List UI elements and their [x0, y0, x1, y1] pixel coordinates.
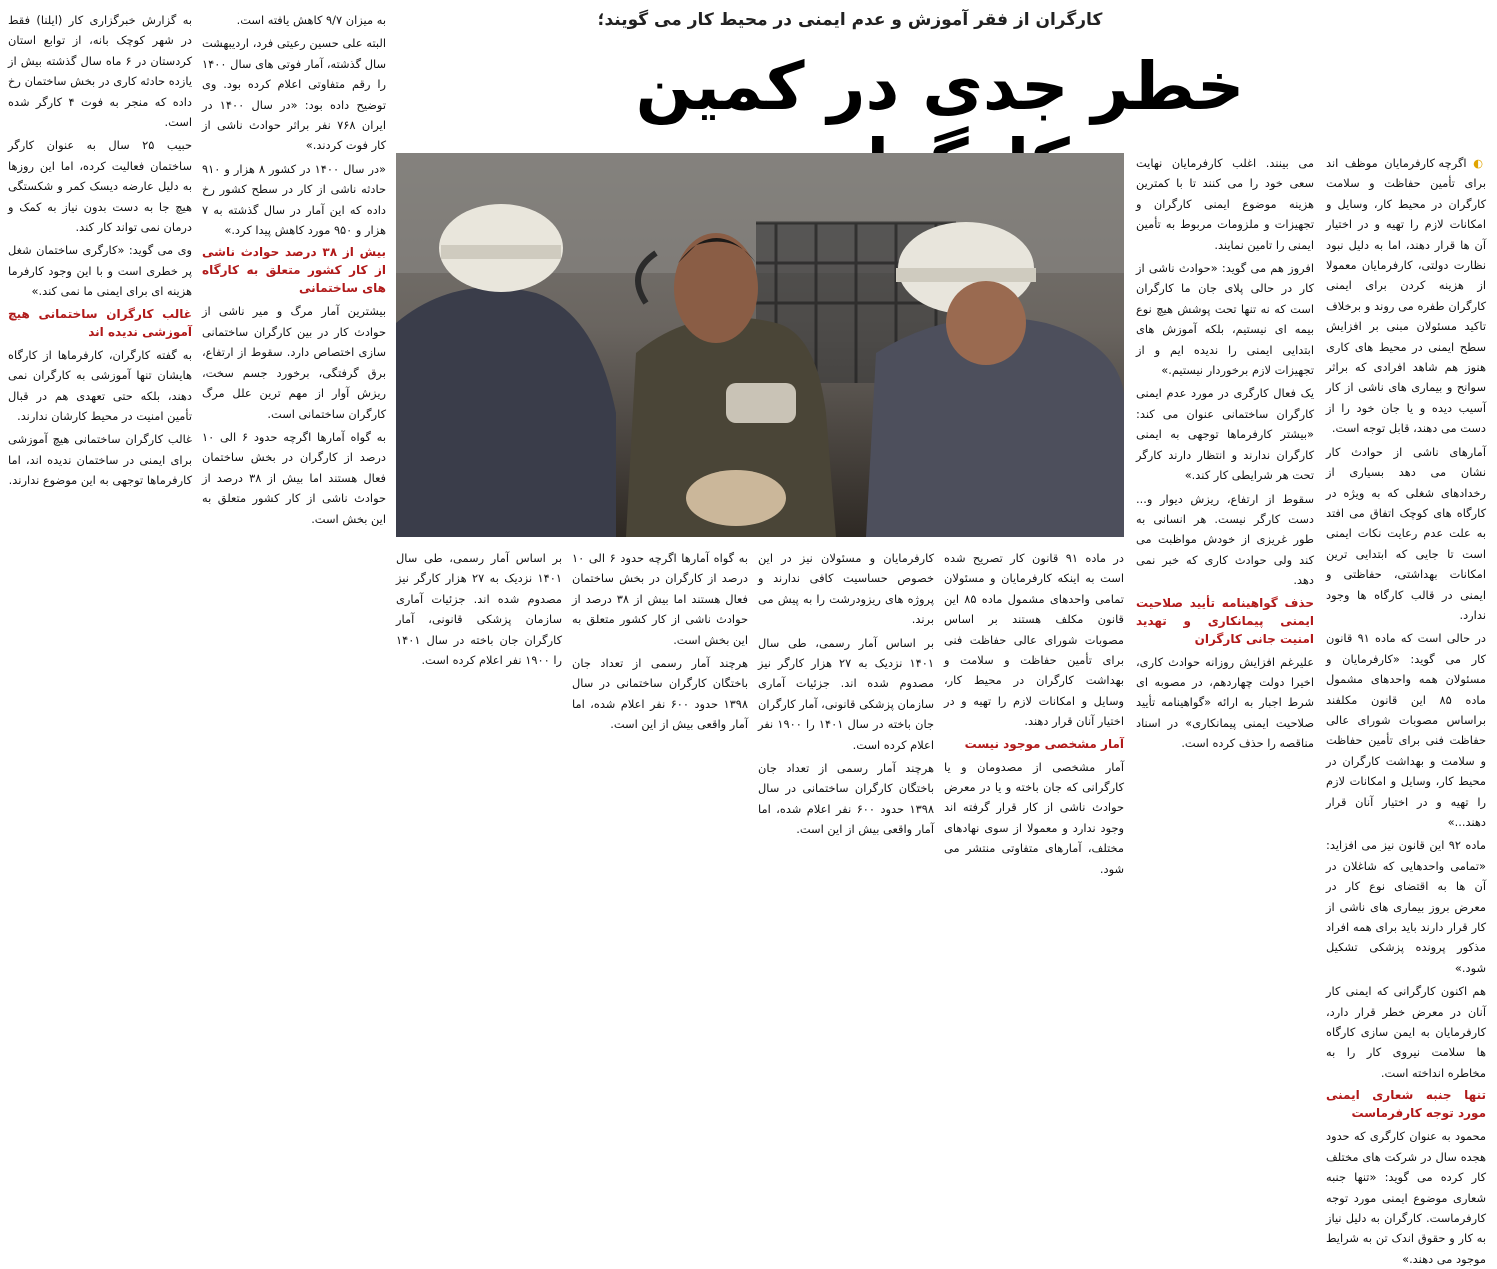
kicker: کارگران از فقر آموزش و عدم ایمنی در محیط کار می گویند؛: [597, 10, 1103, 30]
col2-paragraph: یک فعال کارگری در مورد عدم ایمنی کارگران ساختمانی عنوان می کند: «بیشتر کارفرماها توجهی به ایمنی کارگران ندارند و انتظار دارند کارگر تحت هر شرایطی کار کند.»: [1136, 386, 1314, 483]
col2-paragraph: می بینند. اغلب کارفرمایان نهایت سعی خود را می کنند تا با کمترین هزینه موضوع ایمنی کارگران و تجهیزات و ملزومات مربوط به تأمین ایمنی را تامین نمایند.: [1136, 156, 1314, 252]
col2-subheading: حذف گواهینامه تأیید صلاحیت ایمنی پیمانکاری و تهدید امنیت جانی کارگران: [1136, 595, 1314, 646]
col2-paragraph: سقوط از ارتفاع، ریزش دیوار و... دست کارگر نیست. هر انسانی به طور غریزی از خودش مواظبت می کند ولی حوادث کاری که خبر نمی دهد.: [1136, 491, 1314, 588]
col4b-paragraph: به گواه آمارها اگرچه حدود ۶ الی ۱۰ درصد از کارگران در بخش ساختمان فعال هستند اما بیش از ۳۸ درصد از حوادث ناشی از کار کشور متعلق به این بخش است.: [572, 551, 748, 647]
col1-paragraph: ماده ۹۲ این قانون نیز می افزاید: «تمامی واحدهایی که شاغلان در آن ها به اقتضای نوع کار در معرض بروز بیماری های ناشی از کار قرار دارند باید برای همه افراد مذکور پرونده پزشکی تشکیل شود.»: [1326, 838, 1487, 975]
col5b-paragraph: بر اساس آمار رسمی، طی سال ۱۴۰۱ نزدیک به ۲۷ هزار کارگر نیز مصدوم شده اند. جزئیات آماری سازمان پزشکی قانونی، آمار کارگران جان باخته در سال ۱۴۰۱ را ۱۹۰۰ نفر اعلام کرده است.: [396, 551, 562, 668]
col3-paragraph: در ماده ۹۱ قانون کار تصریح شده است به اینکه کارفرمایان و مسئولان تمامی واحدهای مشمول ماده ۸۵ این قانون مکلف هستند بر اساس مصوبات شورای عالی حفاظت فنی برای تأمین حفاظت و سلامت و بهداشت کارگران در محیط کار، وسایل و امکانات لازم را تهیه و در اختیار آنان قرار دهند.: [944, 551, 1124, 729]
col5-paragraph: بیشترین آمار مرگ و میر ناشی از حوادث کار در بین کارگران ساختمانی سازی اختصاص دارد. سقوط از ارتفاع، برق گرفتگی، برخورد جسم سخت، ریزش آوار از مهم ترین علل مرگ کارگران ساختمانی است.: [202, 304, 386, 421]
col2-paragraph: علیرغم افزایش روزانه حوادث کاری، اخیرا دولت چهاردهم، در مصوبه ای شرط اجبار به ارائه «گواهینامه تأیید صلاحیت ایمنی پیمانکاری» در اسناد مناقصه را حذف کرده است.: [1136, 654, 1314, 751]
col5-paragraph: «در سال ۱۴۰۰ در کشور ۸ هزار و ۹۱۰ حادثه ناشی از کار در سطح کشور رخ داده که این آمار در سال گذشته به ۷ هزار و ۹۵۰ مورد کاهش پیدا کرد.»: [202, 161, 387, 238]
column-6: [8, 10, 192, 1073]
col1-paragraph: در حالی است که ماده ۹۱ قانون کار می گوید: «کارفرمایان و مسئولان همه واحدهای مشمول ماده ۸۵ این قانون مکلفند براساس مصوبات شورای عالی حفاظت فنی برای تأمین حفاظت و سلامت و بهداشت کارگران در محیط کار، وسایل و امکانات لازم را تهیه و در اختیار آنان قرار دهند...»: [1326, 631, 1487, 829]
col3-paragraph: آمار مشخصی از مصدومان و یا کارگرانی که جان باخته و یا در معرض حوادث ناشی از کار قرار گرفته اند وجود ندارد و معمولا از سوی نهادهای مختلف، آمارهای متفاوتی منتشر می شود.: [944, 759, 1124, 876]
col4-paragraph: بر اساس آمار رسمی، طی سال ۱۴۰۱ نزدیک به ۲۷ هزار کارگر نیز مصدوم شده اند. جزئیات آماری سازمان پزشکی قانونی، آمار کارگران جان باخته در سال ۱۴۰۱ را ۱۹۰۰ نفر اعلام کرده است.: [758, 635, 934, 752]
col4b-paragraph: هرچند آمار رسمی از تعداد جان باختگان کارگران ساختمانی در سال ۱۳۹۸ حدود ۶۰۰ نفر اعلام شده، اما آمار واقعی بیش از این است.: [572, 656, 748, 732]
col5-paragraph: به گواه آمارها اگرچه حدود ۶ الی ۱۰ درصد از کارگران در بخش ساختمان فعال هستند اما بیش از ۳۸ درصد از حوادث ناشی از کار کشور متعلق به این بخش است.: [202, 429, 387, 526]
col6-paragraph: وی می گوید: «کارگری ساختمان شغل پر خطری است و با این وجود کارفرما هزینه ای برای ایمنی ما نمی کند.»: [8, 243, 192, 299]
col6-subheading: غالب کارگران ساختمانی هیچ آموزشی ندیده اند: [8, 306, 192, 339]
column-3: [944, 548, 1124, 1073]
col4-paragraph: کارفرمایان و مسئولان نیز در این خصوص حساسیت کافی ندارند و پروژه های ریزودرشت را به پیش می برند.: [758, 551, 934, 627]
column-1: [1326, 153, 1487, 1266]
column-4b: [572, 548, 748, 1073]
col4-paragraph: هرچند آمار رسمی از تعداد جان باختگان کارگران ساختمانی در سال ۱۳۹۸ حدود ۶۰۰ نفر اعلام شده، اما آمار واقعی بیش از این است.: [758, 761, 934, 837]
col1-paragraph: هم اکنون کارگرانی که ایمنی کار آنان در معرض خطر قرار دارد، کارفرمایان به ایمن سازی کارگاه ها سلامت نیروی کار را به مخاطره انداخته است.: [1326, 984, 1486, 1080]
column-2: [1136, 153, 1314, 1073]
column-5b: [396, 548, 562, 1073]
col1-paragraph: ◐ اگرچه کارفرمایان موظف اند برای تأمین حفاظت و سلامت کارگران در محیط کار، وسایل و امکانات لازم را تهیه و در اختیار آن ها قرار دهند، اما به دلیل نبود نظارت دولتی، کارفرمایان معمولا از هزینه کردن برای ایمنی کارگران طفره می روند و برخلاف تاکید مسئولان مبنی بر افزایش سطح ایمنی در محیط های کاری هنوز هم شاهد افرادی که براثر سوانح و بیماری های ناشی از کار آسیب دیده و یا جان خود را از دست می دهند، قابل توجه است.: [1326, 156, 1486, 436]
col1-paragraph: آمارهای ناشی از حوادث کار نشان می دهد بسیاری از رخدادهای شغلی که به ویژه در کارگاه های کوچک اتفاق می افتد به علت عدم رعایت نکات ایمنی است تا جایی که ابتدایی ترین امکانات بهداشتی، حفاظتی و ایمنی در قالب کارگاه ها وجود ندارد.: [1326, 444, 1486, 622]
workers-photo: [396, 153, 1124, 537]
col6-paragraph: غالب کارگران ساختمانی هیچ آموزشی برای ایمنی در ساختمان ندیده اند، اما کارفرماها توجهی به این موضوع ندارند.: [8, 432, 192, 488]
col6-paragraph: به گزارش خبرگزاری کار (ایلنا) فقط در شهر کوچک بانه، از توابع استان کردستان در ۶ ماه سال گذشته بیش از یازده حادثه کاری در بخش ساختمان رخ داده که منجر به فوت ۴ کارگر شده است.: [8, 13, 192, 130]
col1-paragraph: محمود به عنوان کارگری که حدود هجده سال در شرکت های مختلف کار کرده می گوید: «تنها جنبه شعاری موضوع ایمنی مورد توجه کارفرماست. کارگران به دلیل نیاز به کار و حقوق اندک تن به شرایط موجود می دهند.»: [1326, 1129, 1486, 1266]
col5-subheading: بیش از ۳۸ درصد حوادث ناشی از کار کشور متعلق به کارگاه های ساختمانی: [202, 245, 386, 296]
col5-paragraph: البته علی حسین رعیتی فرد، اردیبهشت سال گذشته، آمار فوتی های سال ۱۴۰۰ را رقم متفاوتی اعلام کرده بود. وی توضیح داده بود: «در سال ۱۴۰۰ در ایران ۷۶۸ نفر براثر حوادث ناشی از کار فوت کردند.»: [202, 36, 386, 153]
column-5: [202, 10, 386, 1073]
col3-subheading: آمار مشخصی موجود نیست: [964, 736, 1124, 751]
col6-paragraph: به گفته کارگران، کارفرماها از کارگاه هایشان تنها آموزشی به کارگران نمی دهند، بلکه حتی تعهدی هم در قبال تأمین امنیت در محیط کارشان ندارند.: [8, 347, 192, 423]
column-4: [758, 548, 934, 1073]
col2-paragraph: افروز هم می گوید: «حوادث ناشی از کار در حالی پلای جان ما کارگران است که نه تنها تحت پوشش هیچ نوع بیمه ای نیستیم، بلکه آموزش های ابتدایی ایمنی را ندیده ایم و از تجهیزات لازم برخوردار نیستیم.»: [1136, 261, 1314, 378]
col1-subheading: تنها جنبه شعاری ایمنی مورد توجه کارفرماست: [1326, 1088, 1486, 1121]
bullet-icon: ◐: [1473, 156, 1486, 170]
miners-illustration: [396, 153, 1124, 537]
headline: خطر جدی در کمین: [635, 48, 1245, 125]
col5-paragraph: به میزان ۹/۷ کاهش یافته است.: [236, 13, 386, 27]
col6-paragraph: حبیب ۲۵ سال به عنوان کارگر ساختمان فعالیت کرده، اما این روزها به دلیل عارضه دیسک کمر و شکستگی هیچ جا به دست بدون نیاز به کمک و درمان نمی تواند کار کند.: [8, 138, 192, 235]
